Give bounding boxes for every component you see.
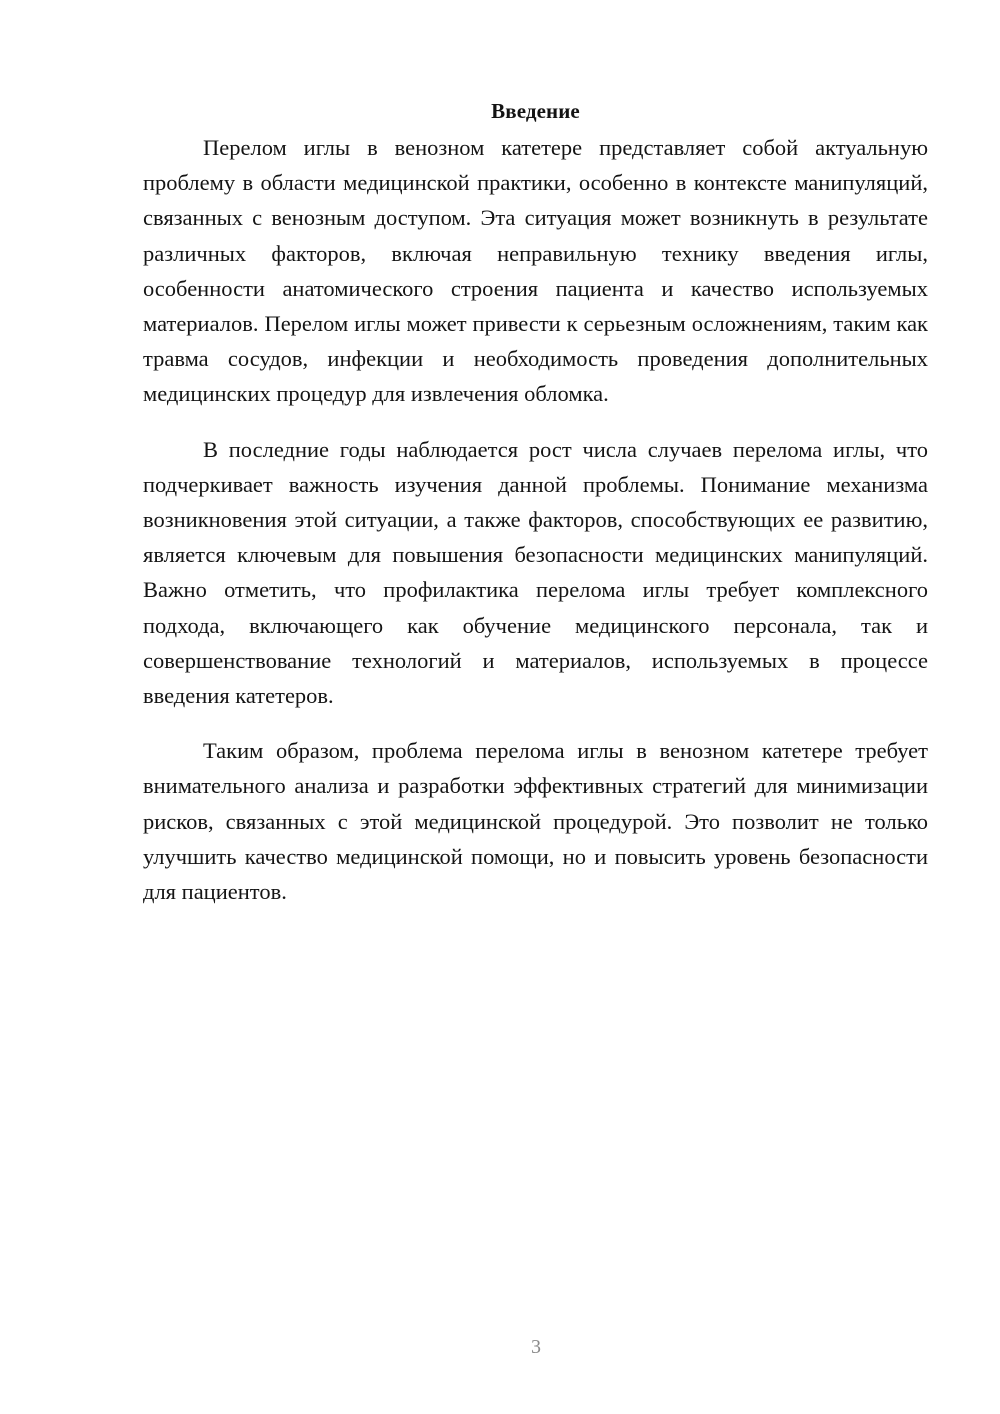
page-content (143, 96, 928, 909)
paragraph-2: В последние годы наблюдается рост числа случаев перелома иглы, что подчеркивает важность изучения данной проблемы. Понимание механизма возникновения этой ситуации, а также факторов, способствующих ее развитию, является ключевым для повышения безопасности медицинских манипуляций. Важно отметить, что профилактика перелома иглы требует комплексного подхода, включающего как обучение медицинского персонала, так и совершенствование технологий и материалов, используемых в процессе введения катетеров. (143, 436, 928, 709)
paragraph-3: Таким образом, проблема перелома иглы в венозном катетере требует внимательного анализа и разработки эффективных стратегий для минимизации рисков, связанных с этой медицинской процедурой. Это позволит не только улучшить качество медицинской помощи, но и повысить уровень безопасности для пациентов. (143, 738, 928, 905)
page-number: 3 (531, 1336, 541, 1358)
section-title: Введение (491, 99, 580, 123)
paragraph-1: Перелом иглы в венозном катетере представляет собой актуальную проблему в области медицинской практики, особенно в контексте манипуляций, связанных с венозным доступом. Эта ситуация может возникнуть в результате различных факторов, включая неправильную технику введения иглы, особенности анатомического строения пациента и качество используемых материалов. Перелом иглы может привести к серьезным осложнениям, таким как травма сосудов, инфекции и необходимость проведения дополнительных медицинских процедур для извлечения обломка. (143, 135, 928, 407)
